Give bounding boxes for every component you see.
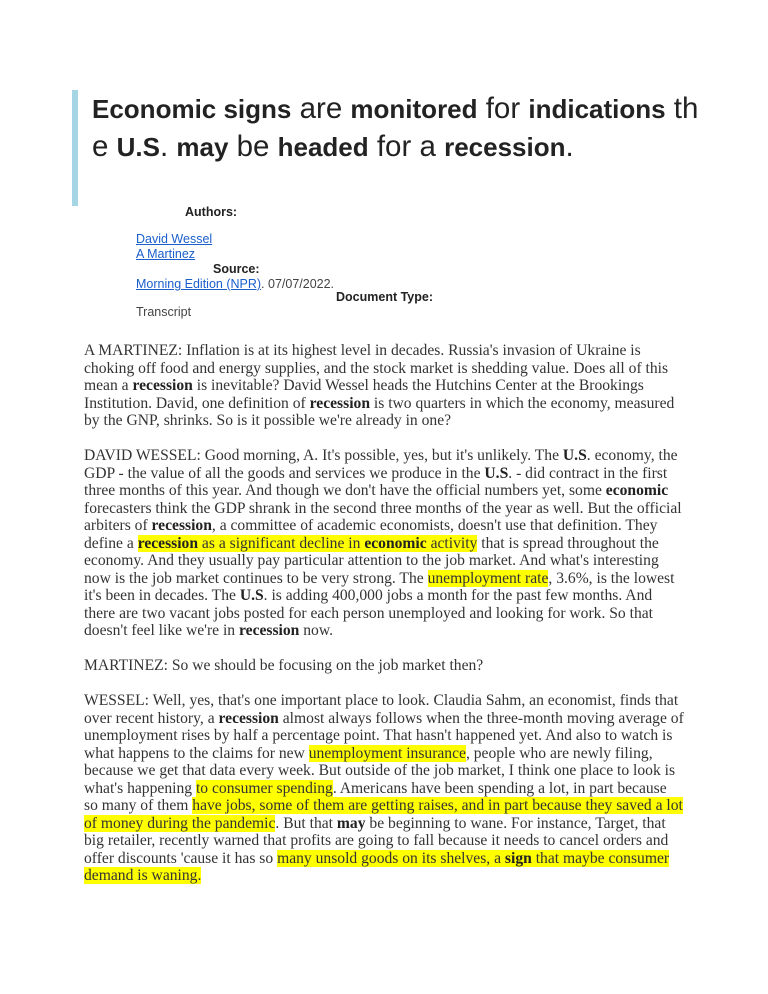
title-keyword: monitored	[350, 94, 478, 124]
title-text: .	[565, 130, 574, 163]
transcript-paragraph	[84, 657, 684, 675]
highlighted-text: activity	[426, 534, 478, 552]
highlighted-text: have jobs, some of them are getting raises, and in part because they saved a lot of money during the pandemic	[84, 797, 683, 832]
text-run: , people who are newly filing, because we get that data every week. But outside of the job market, I think one place to look is what's happening	[84, 744, 676, 797]
source-line	[136, 277, 334, 291]
keyword-text: recession	[309, 394, 370, 412]
document-type-value: Transcript	[136, 305, 192, 319]
keyword-text: recession	[151, 517, 212, 534]
text-run: , a committee of academic economists, doesn't use that definition. They define a	[84, 517, 658, 552]
title-keyword: Economic signs	[92, 94, 292, 124]
text-run: be beginning to wane. For instance, Target, that big retailer, recently warned that profits are going to fall because it needs to cancel orders and offer discounts 'cause it has so	[84, 814, 669, 867]
article-title-block	[72, 90, 712, 206]
text-run: WESSEL: Well, yes, that's one important place to look. Claudia Sahm, an economist, finds that over recent history, a	[84, 692, 679, 727]
article-title	[92, 90, 712, 166]
text-run: DAVID WESSEL: Good morning, A. It's possible, yes, but it's unlikely. The	[84, 447, 563, 464]
source-date: . 07/07/2022.	[261, 277, 335, 291]
keyword-text: U.S	[562, 447, 587, 464]
keyword-text: recession	[218, 709, 279, 727]
text-run: forecasters think the GDP shrank in the second three months of the year as well. But the official arbiters of	[84, 499, 682, 534]
title-text: the	[92, 92, 699, 163]
text-run: MARTINEZ: So we should be focusing on the job market then?	[84, 657, 484, 674]
transcript-paragraph	[84, 692, 684, 885]
transcript-paragraph	[84, 447, 684, 640]
text-run: is inevitable? David Wessel heads the Hutchins Center at the Brookings Institution. David, one definition of	[84, 377, 644, 412]
title-keyword: may	[176, 132, 229, 162]
text-run: . Americans have been spending a lot, in part because so many of them	[84, 779, 667, 814]
keyword-text: recession	[132, 377, 193, 394]
title-keyword: headed	[277, 132, 369, 162]
title-text: for	[477, 92, 529, 125]
text-run: . is adding 400,000 jobs a month for the past few months. And there are two vacant jobs posted for each person unemployed and looking for work. So that doesn't feel like we're in	[84, 587, 654, 639]
keyword-text: recession	[239, 622, 300, 639]
authors-label: Authors:	[185, 205, 238, 219]
text-run: almost always follows when the three-month moving average of unemployment rises by half a percentage point. That hasn't happened yet. And also to watch is what happens to the claims for new	[84, 709, 684, 762]
highlighted-text: economic	[364, 534, 427, 552]
title-text: are	[291, 92, 351, 125]
title-text: for a	[368, 130, 445, 163]
highlighted-text: sign	[504, 849, 532, 867]
highlighted-text: that maybe consumer demand is waning.	[84, 849, 670, 884]
source-link[interactable]: Morning Edition (NPR)	[136, 277, 262, 291]
text-run: . But that	[275, 814, 337, 832]
highlighted-text: recession	[137, 534, 199, 552]
keyword-text: U.S	[484, 464, 509, 482]
text-run: is two quarters in which the economy, measured by the GNP, shrinks. So is it possible we're already in one?	[84, 394, 675, 429]
highlighted-text: unemployment rate	[427, 569, 549, 587]
author-link-david-wessel[interactable]: David Wessel	[136, 232, 213, 246]
highlighted-text: as a significant decline in	[198, 534, 365, 552]
text-run: that is spread throughout the economy. And they usually pay particular attention to the job market. And what's interesting now is the job market continues to be very strong. The	[84, 534, 659, 587]
title-keyword: U.S	[116, 132, 160, 162]
title-keyword: recession	[444, 132, 566, 162]
title-text: be	[228, 130, 278, 163]
text-run: A MARTINEZ: Inflation is at its highest level in decades. Russia's invasion of Ukraine is choking off food and energy supplies, and the stock market is shedding value. Does all of this mean a	[84, 342, 669, 394]
source-label: Source:	[213, 262, 260, 276]
keyword-text: may	[336, 814, 366, 832]
highlighted-text: many unsold goods on its shelves, a	[277, 849, 505, 867]
keyword-text: U.S	[239, 587, 264, 604]
keyword-text: economic	[605, 482, 669, 499]
document-type-label: Document Type:	[336, 290, 433, 304]
highlighted-text: to consumer spending	[195, 779, 333, 797]
title-text: .	[159, 130, 177, 163]
text-run: , 3.6%, is the lowest it's been in decades. The	[84, 569, 675, 604]
text-run: . economy, the GDP - the value of all the goods and services we produce in the	[84, 447, 678, 482]
highlighted-text: unemployment insurance	[308, 744, 466, 762]
transcript-paragraph	[84, 342, 684, 430]
text-run: now.	[299, 622, 333, 639]
transcript-body	[84, 342, 684, 902]
author-link-a-martinez[interactable]: A Martinez	[136, 247, 196, 261]
title-keyword: indications	[528, 94, 666, 124]
text-run: . - did contract in the first three months of this year. And though we don't have the official numbers yet, some	[84, 464, 668, 499]
